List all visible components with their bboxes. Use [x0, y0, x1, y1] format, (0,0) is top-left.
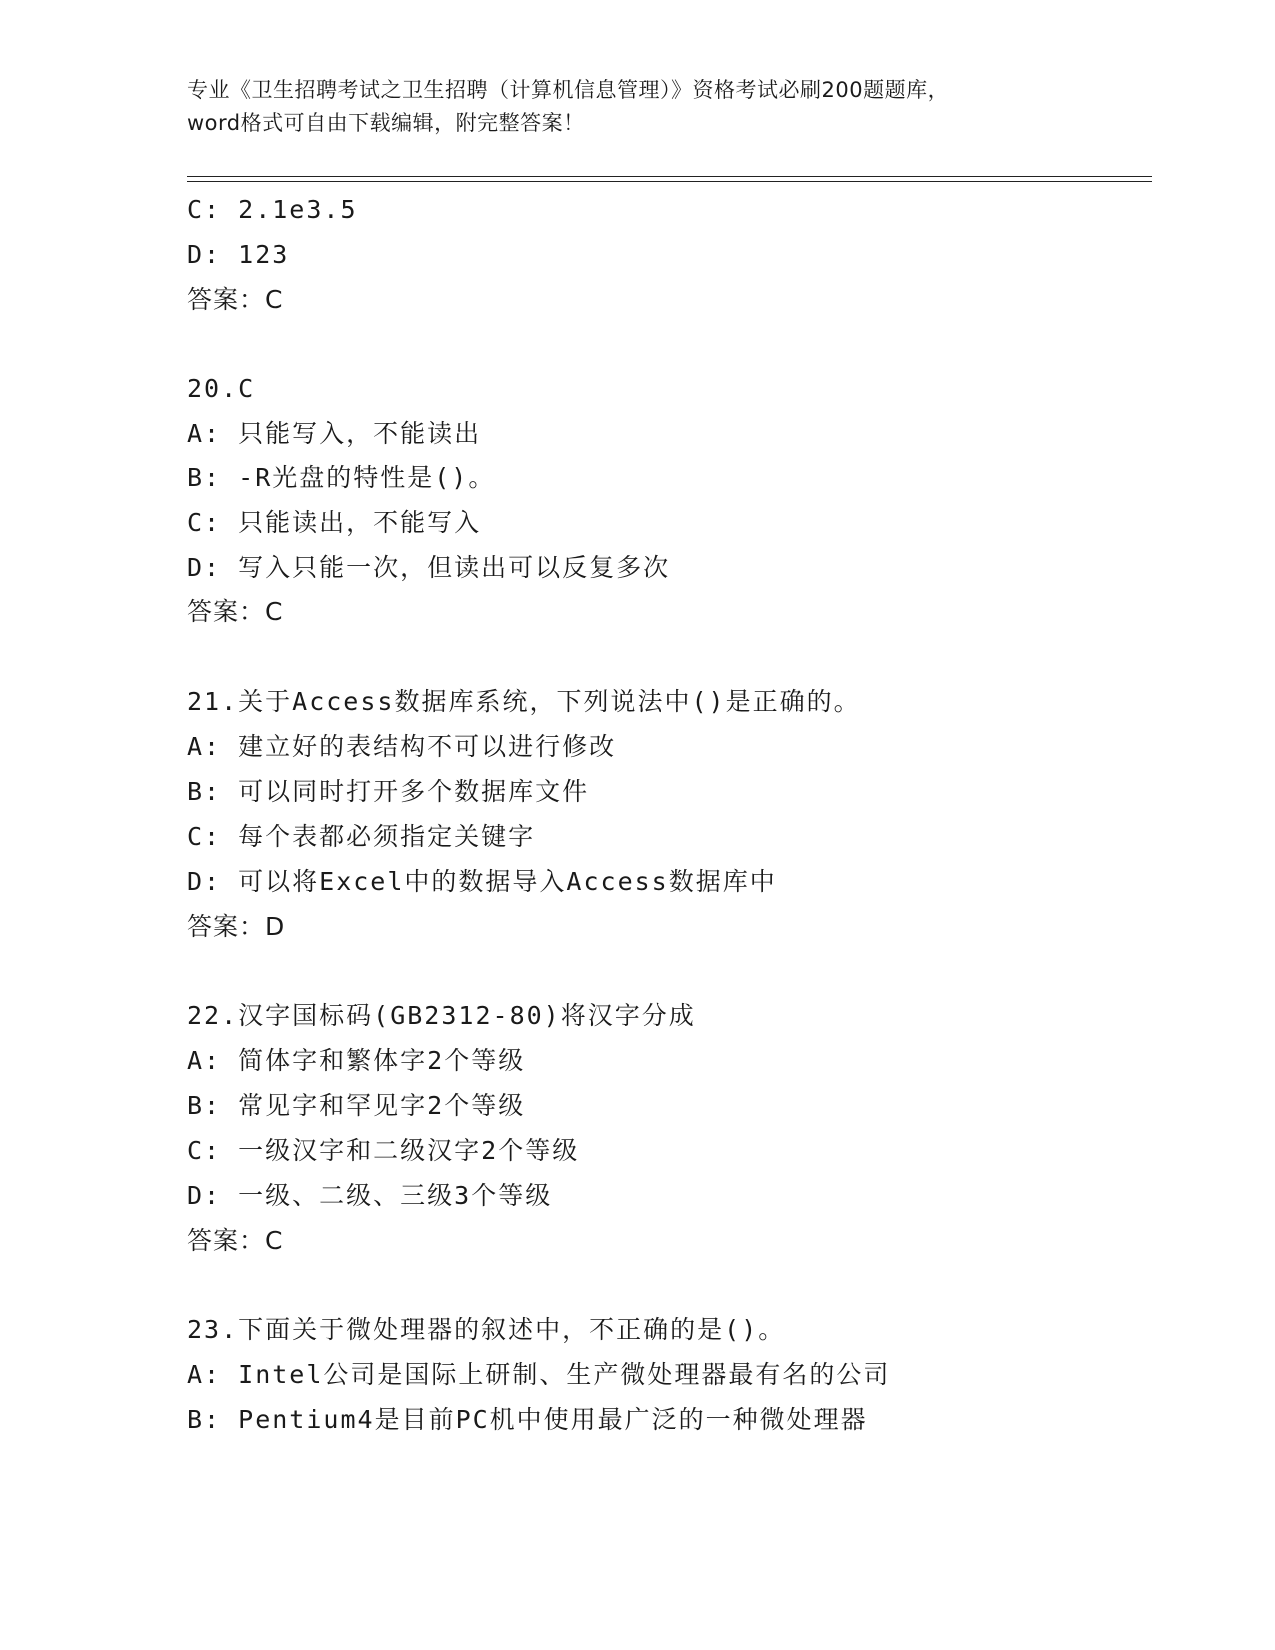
option-a: A: 建立好的表结构不可以进行修改 [187, 732, 617, 761]
option-b: B: 常见字和罕见字2个等级 [187, 1091, 526, 1120]
option-d: D: 可以将Excel中的数据导入Access数据库中 [187, 867, 777, 896]
option-c: C: 一级汉字和二级汉字2个等级 [187, 1136, 580, 1165]
option-a: A: 只能写入，不能读出 [187, 419, 482, 448]
question-stem: 23.下面关于微处理器的叙述中，不正确的是()。 [187, 1315, 786, 1344]
option-c: C: 每个表都必须指定关键字 [187, 822, 536, 851]
header-divider-top [187, 176, 1152, 177]
question-stem: 22.汉字国标码(GB2312-80)将汉字分成 [187, 1001, 696, 1030]
option-d: D: 123 [187, 240, 290, 269]
answer-line: 答案：C [187, 597, 284, 626]
question-stem: 21.关于Access数据库系统，下列说法中()是正确的。 [187, 687, 861, 716]
option-b: B: Pentium4是目前PC机中使用最广泛的一种微处理器 [187, 1405, 868, 1434]
option-c: C: 2.1e3.5 [187, 195, 358, 224]
answer-line: 答案：C [187, 285, 284, 314]
option-c: C: 只能读出，不能写入 [187, 508, 482, 537]
option-a: A: Intel公司是国际上研制、生产微处理器最有名的公司 [187, 1360, 891, 1389]
option-b: B: -R光盘的特性是()。 [187, 463, 496, 492]
question-stem: 20.C [187, 374, 256, 403]
header-divider-bottom [187, 181, 1152, 182]
answer-line: 答案：D [187, 912, 286, 941]
option-a: A: 简体字和繁体字2个等级 [187, 1046, 526, 1075]
option-d: D: 写入只能一次，但读出可以反复多次 [187, 553, 671, 582]
option-b: B: 可以同时打开多个数据库文件 [187, 777, 590, 806]
option-d: D: 一级、二级、三级3个等级 [187, 1181, 553, 1210]
answer-line: 答案：C [187, 1226, 284, 1255]
header-line-2: word格式可自由下载编辑，附完整答案！ [187, 111, 585, 135]
header-line-1: 专业《卫生招聘考试之卫生招聘（计算机信息管理）》资格考试必刷200题题库， [187, 78, 950, 102]
document-header [187, 74, 1087, 140]
